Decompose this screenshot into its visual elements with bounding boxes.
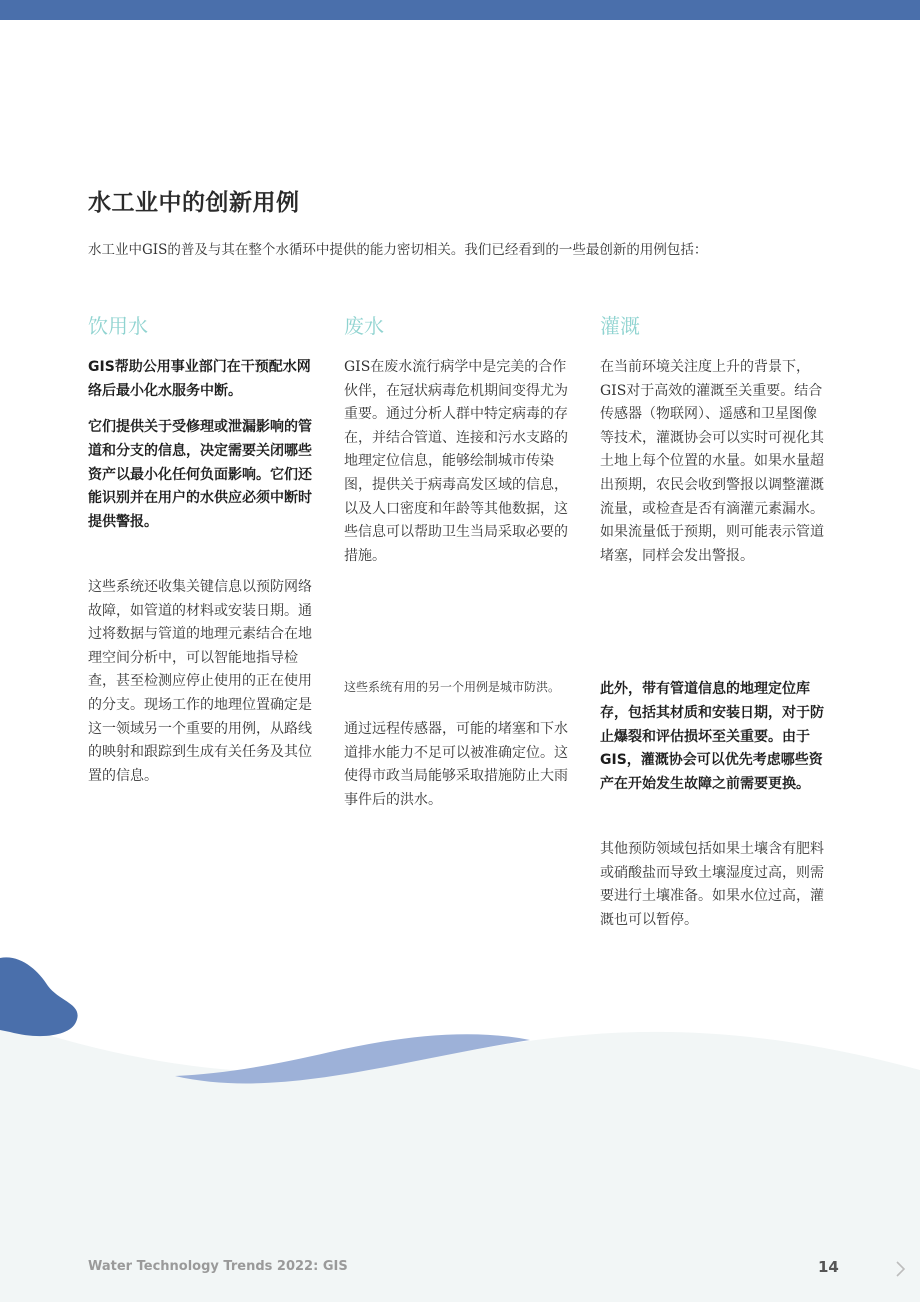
footer-title: Water Technology Trends 2022: GIS — [88, 1259, 348, 1274]
column-paragraph-bold: GIS帮助公用事业部门在干预配水网络后最小化水服务中断。 — [88, 359, 311, 399]
column-heading: 饮用水 — [88, 314, 148, 338]
top-banner — [0, 0, 920, 20]
column-irrigation — [600, 310, 828, 928]
column-paragraph: 这些系统还收集关键信息以预防网络故障，如管道的材料或安装日期。通过将数据与管道的地理元素结合在地理空间分析中，可以智能地指导检查，甚至检测应停止使用的正在使用的分支。现场工作的地理位置确定是这一领域另一个重要的用例，从路线的映射和跟踪到生成有关任务及其位置的信息。 — [88, 579, 312, 784]
column-paragraph: GIS在废水流行病学中是完美的合作伙伴，在冠状病毒危机期间变得尤为重要。通过分析人群中特定病毒的存在，并结合管道、连接和污水支路的地理定位信息，能够绘制城市传染图，提供关于病毒高发区域的信息，以及人口密度和年龄等其他数据，这些信息可以帮助卫生当局采取必要的措施。 — [344, 359, 568, 564]
column-heading: 灌溉 — [600, 314, 640, 338]
column-paragraph: 通过远程传感器，可能的堵塞和下水道排水能力不足可以被准确定位。这使得市政当局能够采取措施防止大雨事件后的洪水。 — [344, 721, 568, 808]
page-number: 14 — [818, 1258, 839, 1276]
wave-dark-blob — [0, 957, 78, 1036]
column-drinking-water — [88, 310, 316, 784]
column-heading: 废水 — [344, 314, 384, 338]
chevron-right-icon[interactable] — [892, 1260, 908, 1278]
decorative-waves — [0, 940, 920, 1302]
column-wastewater — [344, 310, 572, 808]
section-title: 水工业中的创新用例 — [88, 190, 300, 216]
column-paragraph: 其他预防领域包括如果土壤含有肥料或硝酸盐而导致土壤湿度过高，则需要进行土壤准备。如果水位过高，灌溉也可以暂停。 — [600, 841, 824, 928]
column-paragraph-bold: 它们提供关于受修理或泄漏影响的管道和分支的信息，决定需要关闭哪些资产以最小化任何负面影响。它们还能识别并在用户的水供应必须中断时提供警报。 — [88, 419, 312, 531]
column-paragraph: 在当前环境关注度上升的背景下，GIS对于高效的灌溉至关重要。结合传感器（物联网）、遥感和卫星图像等技术，灌溉协会可以实时可视化其土地上每个位置的水量。如果水量超出预期，农民会收到警报以调整灌溉流量，或检查是否有滴灌元素漏水。如果流量低于预期，则可能表示管道堵塞，同样会发出警报。 — [600, 359, 824, 564]
column-paragraph-bold: 此外，带有管道信息的地理定位库存，包括其材质和安装日期，对于防止爆裂和评估损坏至关重要。由于GIS，灌溉协会可以优先考虑哪些资产在开始发生故障之前需要更换。 — [600, 681, 824, 793]
column-paragraph-small: 这些系统有用的另一个用例是城市防洪。 — [344, 680, 561, 694]
section-intro: 水工业中GIS的普及与其在整个水循环中提供的能力密切相关。我们已经看到的一些最创新的用例包括： — [88, 242, 708, 258]
